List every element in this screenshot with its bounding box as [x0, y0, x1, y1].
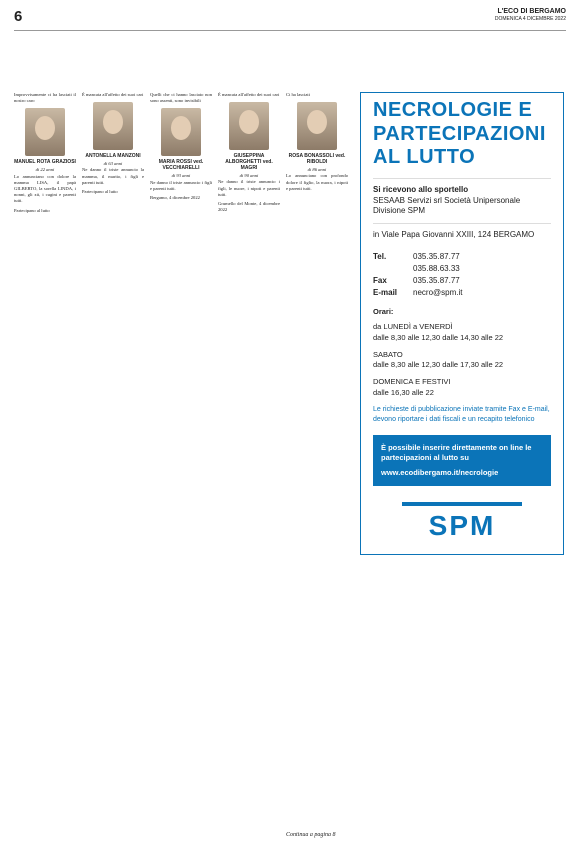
- fax-label: Fax: [373, 275, 387, 285]
- hours-title: Orari:: [373, 306, 394, 316]
- obituary-intro: È mancata all'affetto dei suoi cari: [218, 92, 280, 97]
- deceased-name: ANTONELLA MANZONI: [85, 153, 141, 160]
- office-address: in Viale Papa Giovanni XXIII, 124 BERGAMO: [373, 223, 551, 247]
- hours-slot: [373, 377, 551, 399]
- continuation-note: Continua a pagina 8: [286, 832, 336, 838]
- hours-times: dalle 8,30 alle 12,30 dalle 17,30 alle 22: [373, 360, 504, 370]
- panel-title: NECROLOGIE E PARTECIPAZIONI AL LUTTO: [373, 99, 546, 169]
- obituary-text: Ne danno il triste annuncio i figli e parenti tutti.: [150, 179, 212, 191]
- obituary-column-5: [286, 92, 348, 195]
- office-hours: [373, 307, 551, 399]
- office-info: [373, 178, 551, 223]
- deceased-age: di 86 anni: [307, 167, 327, 173]
- tel-value[interactable]: 035.35.87.77: [413, 251, 460, 261]
- hours-slot: [373, 350, 551, 372]
- hours-days: DOMENICA E FESTIVI: [373, 377, 451, 387]
- fax-value[interactable]: 035.35.87.77: [413, 275, 460, 285]
- obituary-column-1: [14, 92, 76, 217]
- obituary-intro: Quelli che ci hanno lasciato non sono assenti, sono invisibili: [150, 92, 212, 104]
- hours-slot: [373, 322, 551, 344]
- deceased-name: MANUEL ROTA GRAZIOSI: [14, 159, 76, 166]
- deceased-name: GIUSEPPINA ALBORGHETTI ved. MAGRI: [225, 153, 273, 172]
- necrology-info-panel: [360, 92, 564, 555]
- tel-label: Tel.: [373, 251, 387, 261]
- obituary-text: Lo annunciano con dolore la mamma LISA, il papà GILBERTO, la sorella LINDA, i nonni, gli zii, i cugini e parenti tutti.: [14, 173, 76, 204]
- portrait-photo: [229, 102, 269, 150]
- portrait-photo: [93, 102, 133, 150]
- hours-days: da LUNEDÌ a VENERDÌ: [373, 321, 453, 331]
- contact-list: [373, 251, 551, 299]
- obituary-column-2: [82, 92, 144, 198]
- info-box: [360, 92, 564, 555]
- online-cta: [373, 435, 551, 487]
- hours-times: dalle 16,30 alle 22: [373, 388, 434, 398]
- deceased-age: di 93 anni: [171, 173, 191, 179]
- publication-name: L'ECO DI BERGAMO: [497, 8, 566, 15]
- email-label: E-mail: [373, 287, 398, 297]
- deceased-name: MARIA ROSSI ved. VECCHIARELLI: [158, 159, 204, 172]
- office-name: SESAAB Servizi srl Società Unipersonale Divisione SPM: [373, 195, 521, 216]
- obituary-column-3: [150, 92, 212, 204]
- obituary-text: Lo annunciano con profondo dolore il figlio, la nuora, i nipoti e parenti tutti.: [286, 173, 348, 191]
- cta-text: È possibile inserire direttamente on line le partecipazioni al lutto su: [381, 442, 532, 463]
- portrait-photo: [25, 108, 65, 156]
- obituary-intro: Improvvisamente ci ha lasciati il nostro caro: [14, 92, 76, 104]
- obituary-intro: Ci ha lasciati: [286, 92, 310, 97]
- obituary-extra: Bergamo, 4 dicembre 2022: [150, 194, 200, 200]
- cta-url-link[interactable]: www.ecodibergamo.it/necrologie: [381, 467, 499, 477]
- page-header: [14, 8, 566, 31]
- obituary-extra: Grumello del Monte, 4 dicembre 2022: [218, 200, 280, 213]
- publication-info: [495, 8, 566, 22]
- publication-date: DOMENICA 4 DICEMBRE 2022: [494, 16, 566, 22]
- obituary-column-4: [218, 92, 280, 216]
- deceased-age: di 90 anni: [239, 173, 259, 179]
- hours-times: dalle 8,30 alle 12,30 dalle 14,30 alle 22: [373, 332, 504, 342]
- office-intro: Si ricevono allo sportello: [373, 184, 469, 194]
- deceased-name: ROSA BONASSOLI ved. RIBOLDI: [288, 153, 346, 166]
- obituary-intro: È mancata all'affetto dei suoi cari: [82, 92, 144, 97]
- tel-value-2[interactable]: 035.88.63.33: [413, 263, 460, 273]
- portrait-photo: [161, 108, 201, 156]
- submission-note: Le richieste di pubblicazione inviate tramite Fax e E-mail, devono riportare i dati fiscali e un recapito telefonico: [373, 406, 550, 423]
- spm-logo: SPM: [402, 502, 522, 546]
- obituary-extra: Partecipano al lutto: [82, 188, 118, 194]
- deceased-age: di 22 anni: [35, 167, 55, 173]
- obituary-text: Ne danno il triste annuncio la mamma, il marito, i figli e parenti tutti.: [82, 167, 144, 185]
- email-link[interactable]: necro@spm.it: [413, 287, 463, 297]
- hours-days: SABATO: [373, 349, 403, 359]
- deceased-age: di 63 anni: [103, 161, 123, 167]
- portrait-photo: [297, 102, 337, 150]
- page-number: 6: [14, 8, 23, 25]
- obituary-text: Ne danno il triste annuncio i figli, le nuore, i nipoti e parenti tutti.: [218, 179, 280, 197]
- obituary-extra: Partecipano al lutto: [14, 207, 50, 213]
